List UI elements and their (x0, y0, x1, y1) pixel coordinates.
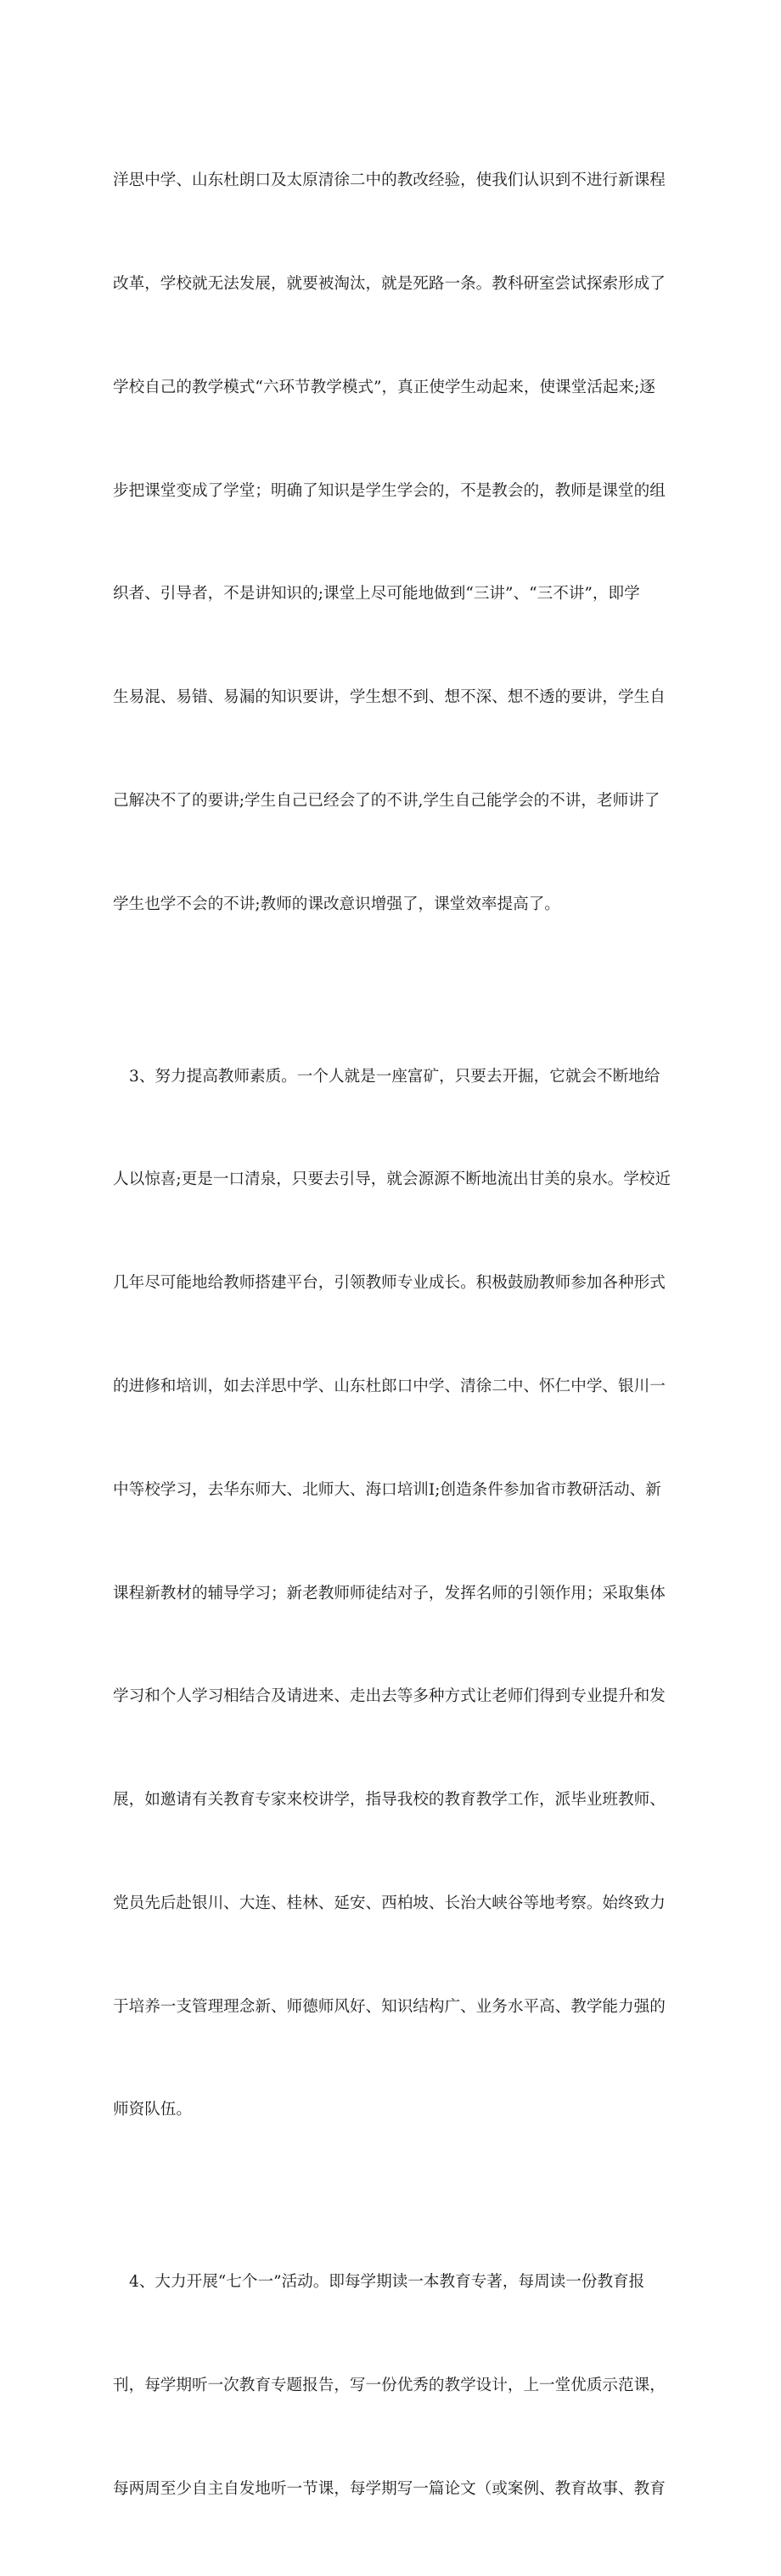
text-line: 课程新教材的辅导学习；新老教师师徒结对子，发挥名师的引领作用；采取集体 (113, 1584, 666, 1602)
text-line: 展，如邀请有关教育专家来校讲学，指导我校的教育教学工作，派毕业班教师、 (113, 1791, 666, 1810)
text-line: 的进修和培训，如去洋思中学、山东杜郎口中学、清徐二中、怀仁中学、银川一 (113, 1377, 666, 1395)
paragraph-teacher-quality (113, 991, 671, 2197)
text-line: 刊，每学期听一次教育专题报告，写一份优秀的教学设计，上一堂优质示范课， (113, 2377, 666, 2395)
document-body (113, 95, 671, 2576)
text-line: 4、大力开展“七个一”活动。即每学期读一本教育专著，每周读一份教育报 (129, 2273, 645, 2292)
text-line: 学生也学不会的不讲;教师的课改意识增强了，课堂效率提高了。 (113, 895, 560, 913)
text-line: 学校自己的教学模式“六环节教学模式”，真正使学生动起来，使课堂活起来;逐 (113, 378, 655, 396)
paragraph-seven-ones-activity (113, 2197, 671, 2576)
text-line: 洋思中学、山东杜朗口及太原清徐二中的教改经验，使我们认识到不进行新课程 (113, 171, 666, 190)
text-line: 于培养一支管理理念新、师德师风好、知识结构广、业务水平高、教学能力强的 (113, 1997, 666, 2016)
paragraph-curriculum-reform (113, 95, 671, 991)
text-line: 改革，学校就无法发展，就要被淘汰，就是死路一条。教科研室尝试探索形成了 (113, 274, 666, 293)
text-line: 步把课堂变成了学堂；明确了知识是学生学会的，不是教会的，教师是课堂的组 (113, 481, 666, 500)
text-line: 几年尽可能地给教师搭建平台，引领教师专业成长。积极鼓励教师参加各种形式 (113, 1274, 666, 1293)
text-line: 中等校学习，去华东师大、北师大、海口培训Ⅰ;创造条件参加省市教研活动、新 (113, 1480, 661, 1499)
text-line: 人以惊喜;更是一口清泉，只要去引导，就会源源不断地流出甘美的泉水。学校近 (113, 1170, 671, 1189)
text-line: 师资队伍。 (113, 2101, 192, 2119)
text-line: 己解决不了的要讲;学生自己已经会了的不讲,学生自己能学会的不讲，老师讲了 (113, 791, 660, 810)
text-line: 每两周至少自主自发地听一节课，每学期写一篇论文（或案例、教育故事、教育 (113, 2479, 666, 2498)
text-line: 生易混、易错、易漏的知识要讲，学生想不到、想不深、想不透的要讲，学生自 (113, 688, 666, 707)
text-line: 织者、引导者，不是讲知识的;课堂上尽可能地做到“三讲”、“三不讲”，即学 (113, 585, 640, 603)
text-line: 3、努力提高教师素质。一个人就是一座富矿，只要去开掘，它就会不断地给 (129, 1067, 660, 1086)
text-line: 党员先后赴银川、大连、桂林、延安、西柏坡、长治大峡谷等地考察。始终致力 (113, 1894, 666, 1912)
text-line: 学习和个人学习相结合及请进来、走出去等多种方式让老师们得到专业提升和发 (113, 1687, 666, 1706)
